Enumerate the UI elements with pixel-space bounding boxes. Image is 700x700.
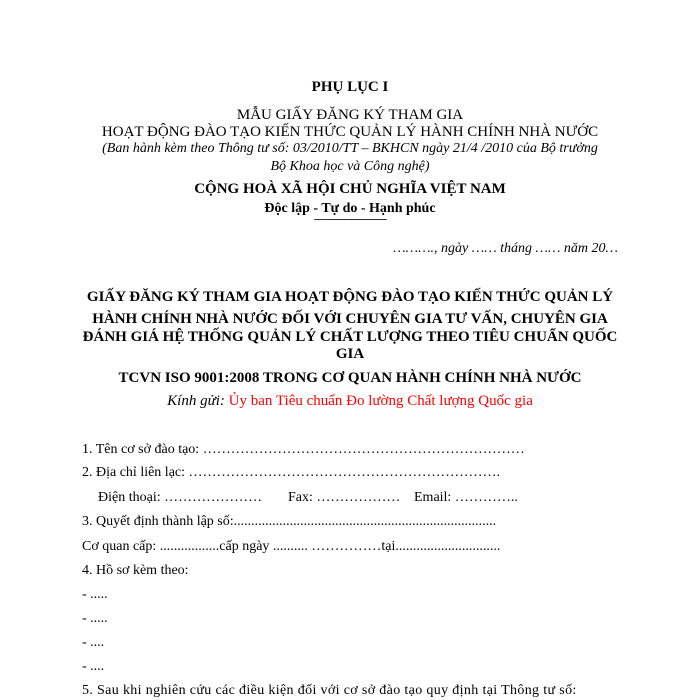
attachment-item: - ..... xyxy=(82,611,108,626)
addressee xyxy=(0,393,700,410)
field-attached-documents: 4. Hồ sơ kèm theo: xyxy=(82,563,189,578)
date-line: ………., ngày …… tháng …… năm 20… xyxy=(393,241,618,256)
field-phone-row xyxy=(98,490,518,506)
field-fax: Fax: ……………… xyxy=(288,490,401,505)
issued-note-line1: (Ban hành kèm theo Thông tư số: 03/2010/TT – BKHCN ngày 21/4 /2010 của Bộ trưởng xyxy=(102,141,598,156)
national-name: CỘNG HOÀ XÃ HỘI CHỦ NGHĨA VIỆT NAM xyxy=(194,181,506,197)
attachment-item: - .... xyxy=(82,659,105,674)
appendix-heading: PHỤ LỤC I xyxy=(311,79,389,95)
attachment-item: - ..... xyxy=(82,587,108,602)
motto-divider: ------------------------------- xyxy=(313,214,387,225)
document-title-line5: TCVN ISO 9001:2008 TRONG CƠ QUAN HÀNH CHÍNH NHÀ NƯỚC xyxy=(118,370,582,386)
field-email: Email: ………….. xyxy=(414,490,518,505)
field-issuing-agency: Cơ quan cấp: .................cấp ngày .......... ……………tại.............................. xyxy=(82,539,501,554)
document-title-line2: HÀNH CHÍNH NHÀ NƯỚC ĐỐI VỚI CHUYÊN GIA TƯ VẤN, CHUYÊN GIA xyxy=(92,311,608,327)
national-motto: Độc lập - Tự do - Hạnh phúc xyxy=(264,201,436,216)
attachment-item: - .... xyxy=(82,635,105,650)
addressee-label: Kính gửi: xyxy=(167,393,225,409)
issued-note-line2: Bộ Khoa học và Công nghệ) xyxy=(270,159,430,174)
field-contact-address: 2. Địa chỉ liên lạc: …………………………………………………………. xyxy=(82,465,501,480)
form-title: MẪU GIẤY ĐĂNG KÝ THAM GIA xyxy=(236,107,464,123)
field-training-institution: 1. Tên cơ sở đào tạo: …………………………………………………………… xyxy=(82,442,525,457)
field-establishment-decision: 3. Quyết định thành lập số:........................................................................... xyxy=(82,514,497,529)
document-title-line1: GIẤY ĐĂNG KÝ THAM GIA HOẠT ĐỘNG ĐÀO TẠO KIẾN THỨC QUẢN LÝ xyxy=(86,289,614,305)
field-commitment: 5. Sau khi nghiên cứu các điều kiện đối với cơ sở đào tạo quy định tại Thông tư số: xyxy=(82,683,577,698)
activity-title: HOẠT ĐỘNG ĐÀO TẠO KIẾN THỨC QUẢN LÝ HÀNH CHÍNH NHÀ NƯỚC xyxy=(101,124,599,140)
document-title-line4: GIA xyxy=(335,346,365,362)
addressee-name: Ủy ban Tiêu chuẩn Đo lường Chất lượng Quốc gia xyxy=(228,393,533,409)
document-title-line3: ĐÁNH GIÁ HỆ THỐNG QUẢN LÝ CHẤT LƯỢNG THEO TIÊU CHUẨN QUỐC xyxy=(82,329,618,345)
field-phone: Điện thoại: ………………… xyxy=(98,490,263,505)
